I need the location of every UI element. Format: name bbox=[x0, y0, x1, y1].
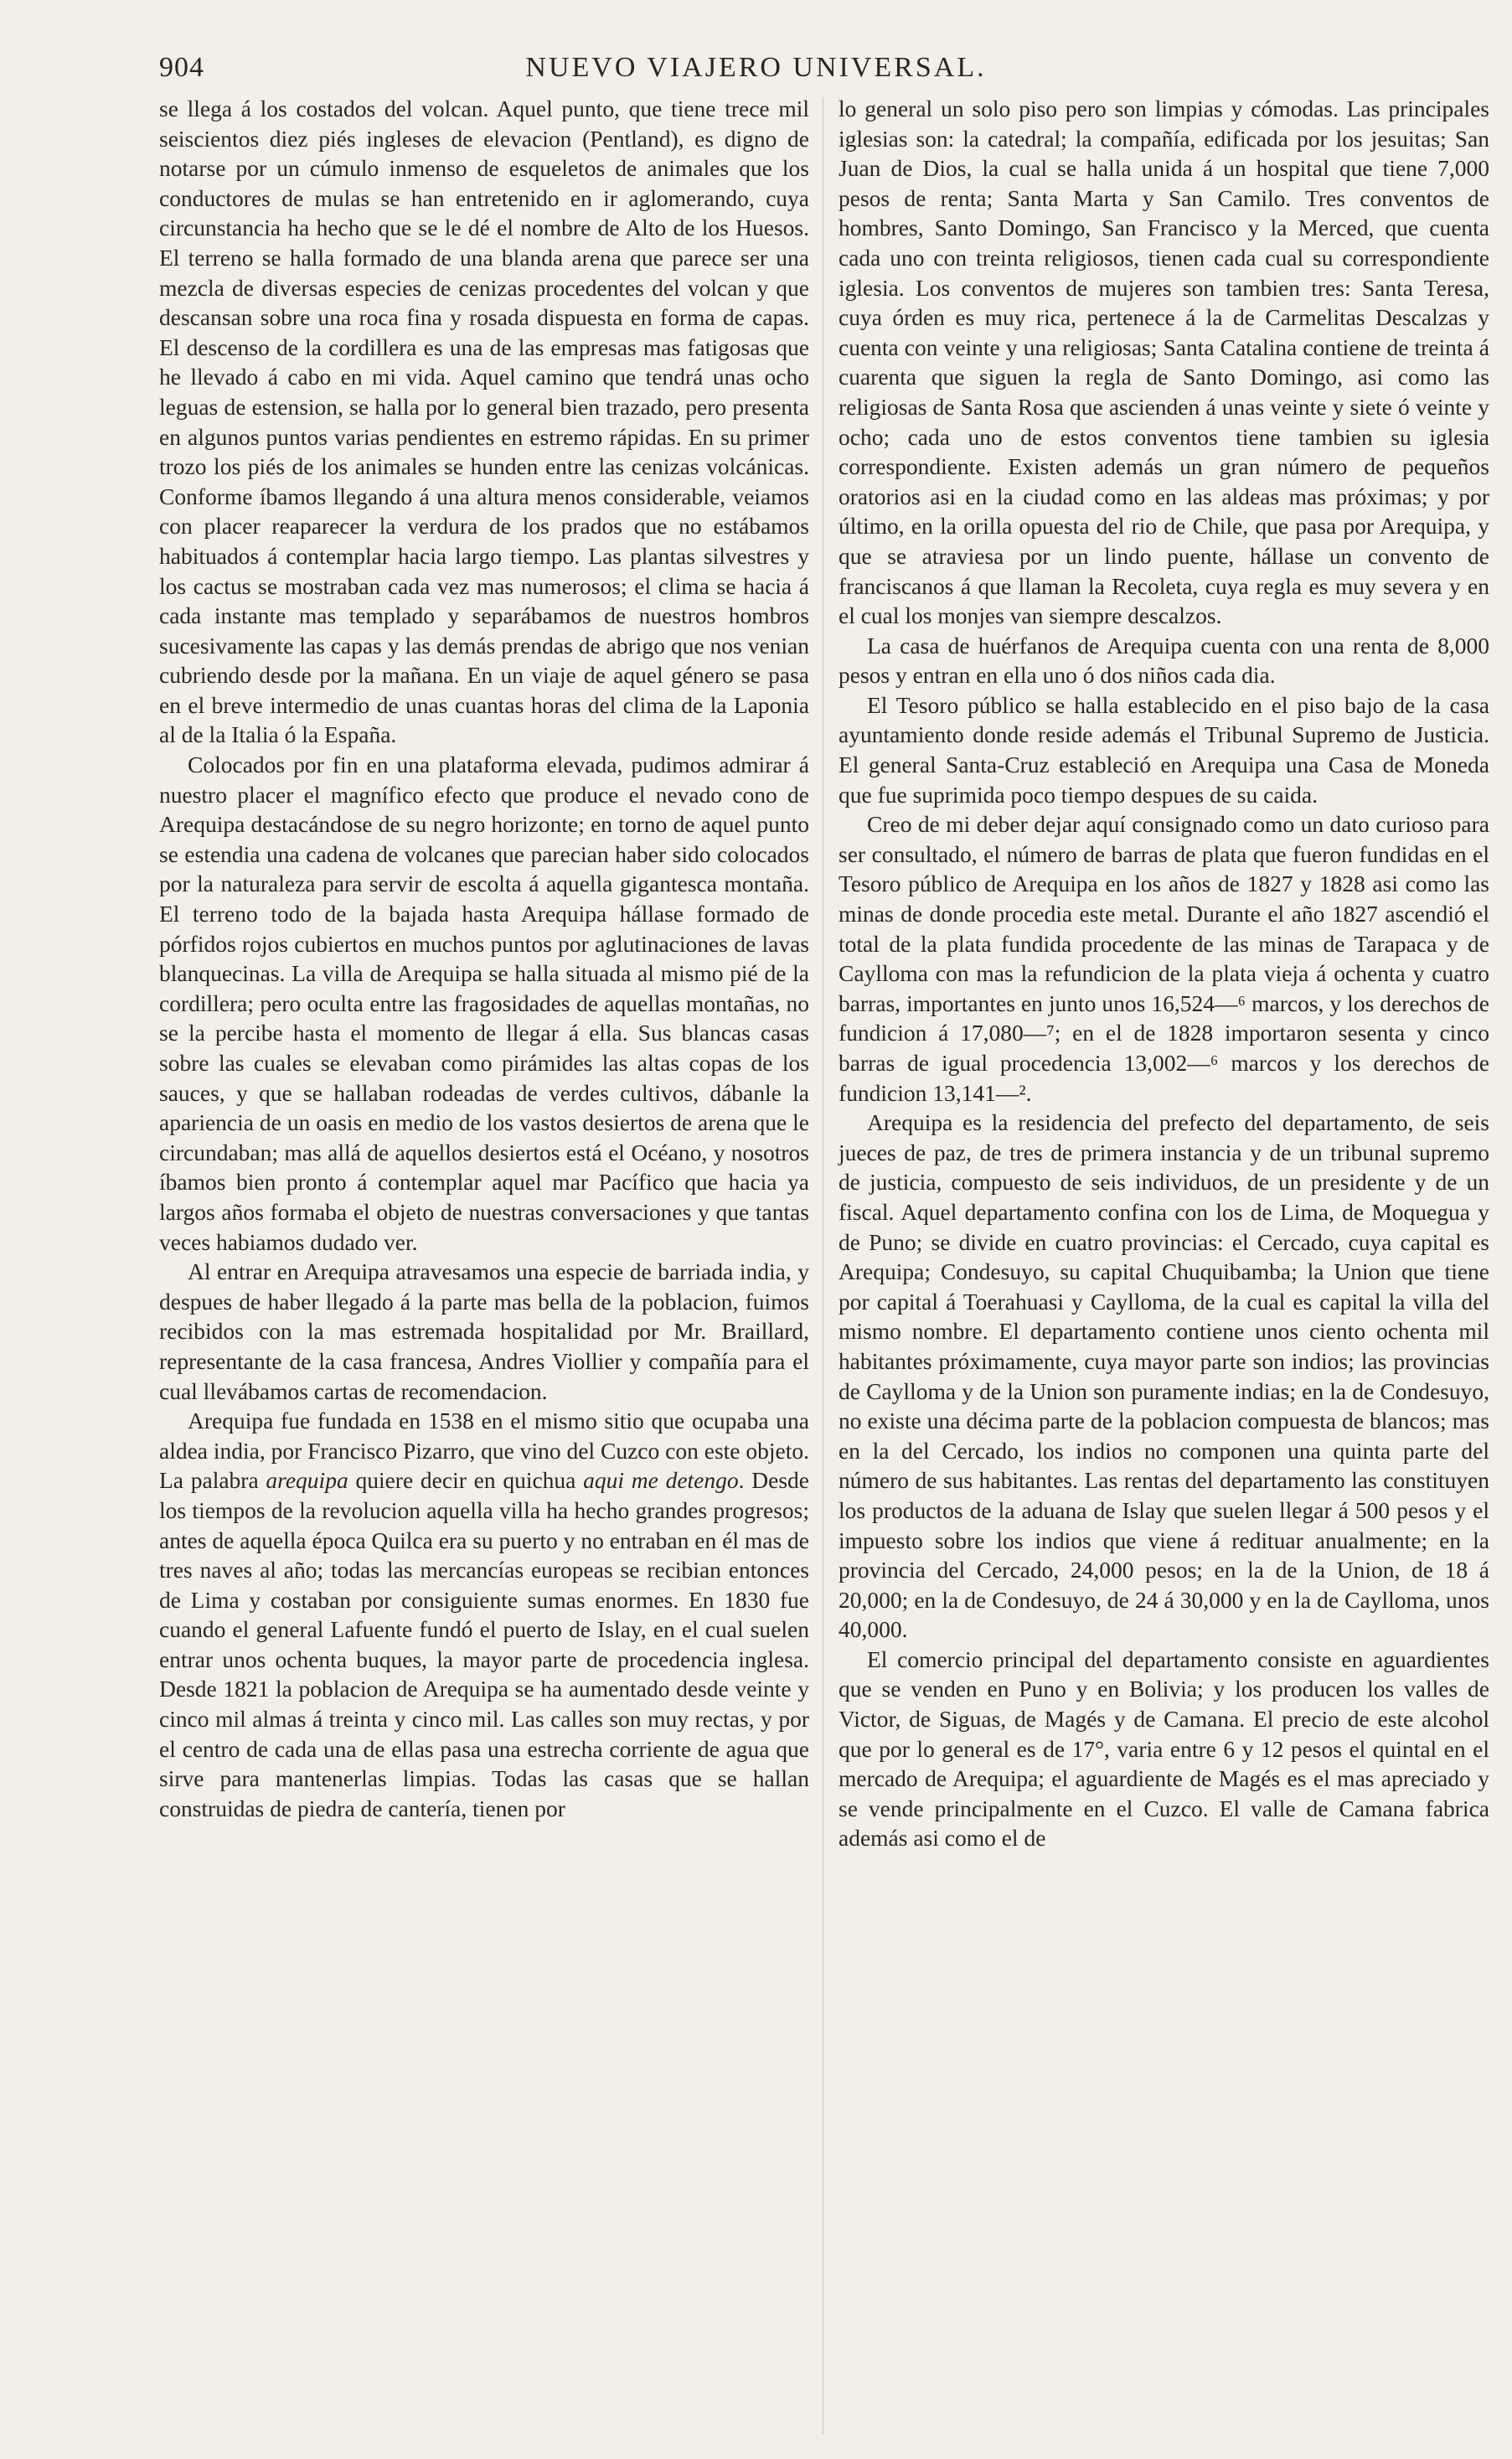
paragraph: La casa de huérfanos de Arequipa cuenta con una renta de 8,000 pesos y entran en ella uno ó dos niños cada dia. bbox=[839, 632, 1489, 689]
paragraph: Arequipa fue fundada en 1538 en el mismo sitio que ocupaba una aldea india, por Francisco Pizarro, que vino del Cuzco con este objeto. La palabra arequipa quiere decir en quichua aqui me detengo. Desde los tiempos de la revolucion aquella villa ha hecho grandes progresos; antes de aquella época Quilca era su puerto y no entraban en él mas de tres naves al año; todas las mercancías europeas se recibian entonces de Lima y costaban por consiguiente sumas enormes. En 1830 fue cuando el general Lafuente fundó el puerto de Islay, en el cual suelen entrar unos ochenta buques, la mayor parte de procedencia inglesa. Desde 1821 la poblacion de Arequipa se ha aumentado desde veinte y cinco mil almas á treinta y cinco mil. Las calles son muy rectas, y por el centro de cada una de ellas pasa una estrecha corriente de agua que sirve para mantenerlas limpias. Todas las casas que se hallan construidas de piedra de cantería, tienen por bbox=[159, 1408, 809, 1821]
paragraph: lo general un solo piso pero son limpias y cómodas. Las principales iglesias son: la catedral; la compañía, edificada por los jesuitas; San Juan de Dios, la cual se halla unida á un hospital que tiene 7,000 pesos de renta; Santa Marta y San Camilo. Tres conventos de hombres, Santo Domingo, San Francisco y la Merced, que cuenta cada uno con treinta religiosos, tienen cada cual su correspondiente iglesia. Los conventos de mujeres son tambien tres: Santa Teresa, cuya órden es muy rica, pertenece á la de Carmelitas Descalzas y cuenta con veinte y una religiosas; Santa Catalina contiene de treinta á cuarenta que siguen la regla de Santo Domingo, asi como las religiosas de Santa Rosa que ascienden á unas veinte y siete ó veinte y ocho; cada uno de estos conventos tiene tambien su iglesia correspondiente. Existen además un gran número de pequeños oratorios asi en la ciudad como en las aldeas mas próximas; y por último, en la orilla opuesta del rio de Chile, que pasa por Arequipa, y que se atraviesa por un lindo puente, hállase un convento de franciscanos á que llaman la Recoleta, cuya regla es muy severa y en el cual los monjes van siempre descalzos. bbox=[839, 96, 1489, 629]
paragraph: Colocados por fin en una plataforma elevada, pudimos admirar á nuestro placer el magnífico efecto que produce el nevado cono de Arequipa destacándose de su negro horizonte; en torno de aquel punto se estendia una cadena de volcanes que parecian haber sido colocados por la naturaleza para servir de escolta á aquella gigantesca montaña. El terreno todo de la bajada hasta Arequipa hállase formado de pórfidos rojos cubiertos en muchos puntos por aglutinaciones de lavas blanquecinas. La villa de Arequipa se halla situada al mismo pié de la cordillera; pero oculta entre las fragosidades de aquellas montañas, no se la percibe hasta el momento de llegar á ella. Sus blancas casas sobre las cuales se elevaban como pirámides las altas copas de los sauces, y que se hallaban rodeadas de verdes cultivos, dábanle la apariencia de un oasis en medio de los vastos desiertos de arena que le circundaban; mas allá de aquellos desiertos está el Océano, y nosotros íbamos bien pronto á contemplar aquel mar Pacífico que hacia ya largos años formaba el objeto de nuestras conversaciones y que tantas veces habiamos dudado ver. bbox=[159, 752, 809, 1255]
paragraph: se llega á los costados del volcan. Aquel punto, que tiene trece mil seiscientos diez piés ingleses de elevacion (Pentland), es digno de notarse por un cúmulo inmenso de esqueletos de animales que los conductores de mulas se han entretenido en ir aglomerando, cuya circunstancia ha hecho que se le dé el nombre de Alto de los Huesos. El terreno se halla formado de una blanda arena que parece ser una mezcla de diversas especies de cenizas procedentes del volcan y que descansan sobre una roca fina y rosada dispuesta en forma de capas. El descenso de la cordillera es una de las empresas mas fatigosas que he llevado á cabo en mi vida. Aquel camino que tendrá unas ocho leguas de estension, se halla por lo general bien trazado, pero presenta en algunos puntos varias pendientes en estremo rápidas. En su primer trozo los piés de los animales se hunden entre las cenizas volcánicas. Conforme íbamos llegando á una altura menos considerable, veiamos con placer reaparecer la verdura de los prados que no estábamos habituados á contemplar hacia largo tiempo. Las plantas silvestres y los cactus se mostraban cada vez mas numerosos; el clima se hacia á cada instante mas templado y separábamos de nuestros hombros sucesivamente las capas y las demás prendas de abrigo que nos venian cubriendo desde por la mañana. En un viaje de aquel género se pasa en el breve intermedio de unas cuantas horas del clima de la Laponia al de la Italia ó la España. bbox=[159, 96, 809, 748]
left-column bbox=[159, 94, 809, 1823]
right-column bbox=[839, 94, 1489, 1853]
paragraph: Creo de mi deber dejar aquí consignado como un dato curioso para ser consultado, el número de barras de plata que fueron fundidas en el Tesoro público de Arequipa en los años de 1827 y 1828 asi como las minas de donde procedia este metal. Durante el año 1827 ascendió el total de la plata fundida procedente de las minas de Tarapaca y de Caylloma con mas la refundicion de la plata vieja á ochenta y cuatro barras, importantes en junto unos 16,524—⁶ marcos, y los derechos de fundicion á 17,080—⁷; en el de 1828 importaron sesenta y cinco barras de igual procedencia 13,002—⁶ marcos y los derechos de fundicion 13,141—². bbox=[839, 811, 1489, 1106]
paragraph: Al entrar en Arequipa atravesamos una especie de barriada india, y despues de haber llegado á la parte mas bella de la poblacion, fuimos recibidos con la mas estremada hospitalidad por Mr. Braillard, representante de la casa francesa, Andres Viollier y compañía para el cual llevábamos cartas de recomendacion. bbox=[159, 1258, 809, 1404]
paragraph: Arequipa es la residencia del prefecto del departamento, de seis jueces de paz, de tres de primera instancia y de un tribunal supremo de justicia, compuesto de seis individuos, de un presidente y de un fiscal. Aquel departamento confina con los de Lima, de Moquegua y de Puno; se divide en cuatro provincias: el Cercado, cuya capital es Arequipa; Condesuyo, su capital Chuquibamba; la Union que tiene por capital á Toerahuasi y Caylloma, de la cual es capital la villa del mismo nombre. El departamento contiene unos ciento ochenta mil habitantes próximamente, cuya mayor parte son indios; las provincias de Caylloma y de la Union son puramente indias; en la de Condesuyo, no existe una décima parte de la poblacion compuesta de blancos; mas en la del Cercado, los indios no componen una quinta parte del número de sus habitantes. Las rentas del departamento las constituyen los productos de la aduana de Islay que suelen llegar á 500 pesos y el impuesto sobre los indios que viene á redituar anualmente; en la provincia del Cercado, 24,000 pesos; en la de la Union, de 18 á 20,000; en la de Condesuyo, de 24 á 30,000 y en la de Caylloma, unos 40,000. bbox=[839, 1109, 1489, 1643]
page-title: NUEVO VIAJERO UNIVERSAL. bbox=[525, 52, 987, 83]
paragraph: El comercio principal del departamento consiste en aguardientes que se venden en Puno y en Bolivia; y los producen los valles de Victor, de Siguas, de Magés y de Camana. El precio de este alcohol que por lo general es de 17°, varia entre 6 y 12 pesos el quintal en el mercado de Arequipa; el aguardiente de Magés es el mas apreciado y se vende principalmente en el Cuzco. El valle de Camana fabrica además asi como el de bbox=[839, 1645, 1489, 1852]
page-number: 904 bbox=[159, 52, 204, 83]
paragraph: El Tesoro público se halla establecido en el piso bajo de la casa ayuntamiento donde reside además el Tribunal Supremo de Justicia. El general Santa-Cruz estableció en Arequipa una Casa de Moneda que fue suprimida poco tiempo despues de su caida. bbox=[839, 691, 1489, 808]
